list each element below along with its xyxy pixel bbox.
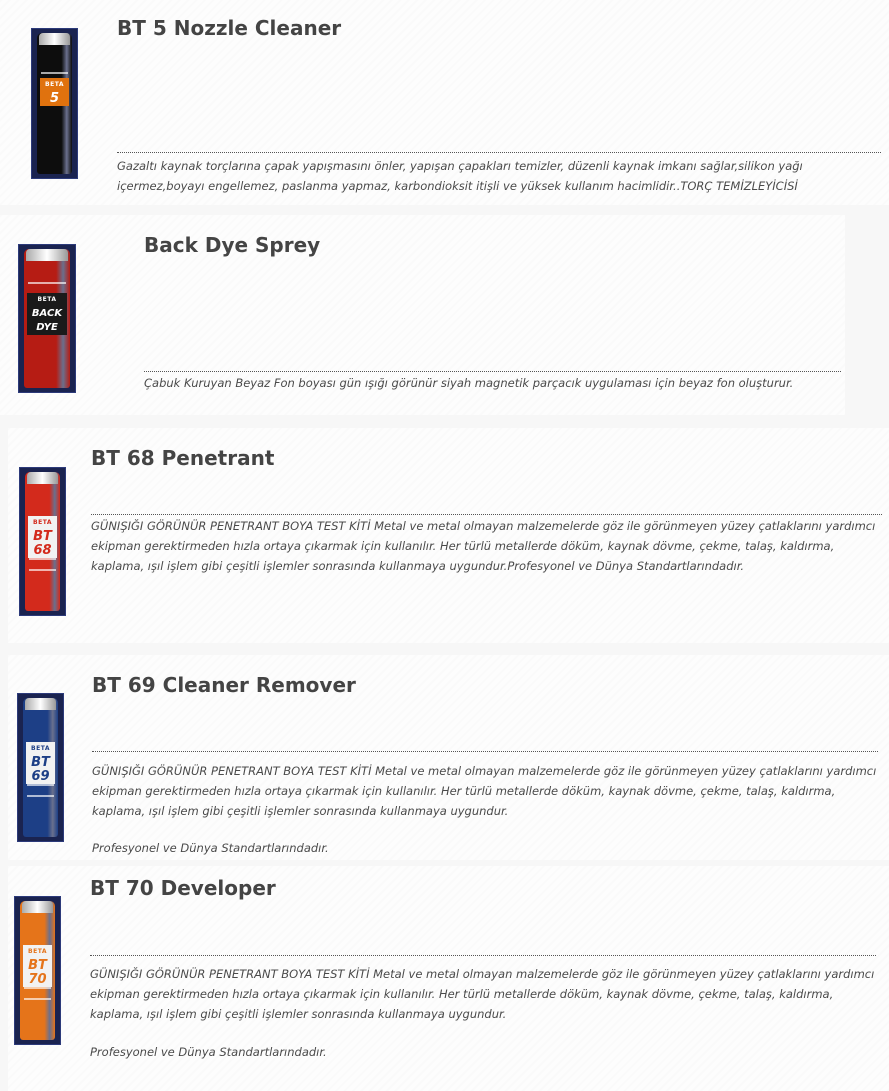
- product-title[interactable]: BT 69 Cleaner Remover: [92, 673, 356, 697]
- can-label: BETA BT 70: [23, 945, 52, 987]
- product-description: Çabuk Kuruyan Beyaz Fon boyası gün ışığı görünür siyah magnetik parçacık uygulaması için beyaz fon oluşturur.: [144, 376, 794, 390]
- product-description: GÜNIŞIĞI GÖRÜNÜR PENETRANT BOYA TEST KİTİ Metal ve metal olmayan malzemelerde göz ile görünmeyen yüzey çatlaklarını yardımcı ekipman gerektirmeden hızla ortaya çıkarmak için kullanılır. Her türlü metallerde döküm, kaynak dövme, çekme, talaş, kaldırma, kaplama, ışıl işlem gibi çeşitli işlemler sonrasında kullanmaya uygundur.: [90, 967, 875, 1021]
- product-note: Profesyonel ve Dünya Standartlarındadır.: [92, 841, 329, 855]
- divider: [91, 514, 882, 515]
- product-title[interactable]: BT 68 Penetrant: [91, 446, 275, 470]
- product-bt69: [0, 655, 889, 860]
- product-image[interactable]: [14, 896, 61, 1045]
- product-bt68: [0, 428, 889, 643]
- product-description: GÜNIŞIĞI GÖRÜNÜR PENETRANT BOYA TEST KİTİ Metal ve metal olmayan malzemelerde göz ile görünmeyen yüzey çatlaklarını yardımcı ekipman gerektirmeden hızla ortaya çıkarmak için kullanılır. Her türlü metallerde döküm, kaynak dövme, çekme, talaş, kaldırma, kaplama, ışıl işlem gibi çeşitli işlemler sonrasında kullanmaya uygundur.Profesyonel ve Dünya Standartlarındadır.: [91, 519, 876, 573]
- product-description: Gazaltı kaynak torçlarına çapak yapışmasını önler, yapışan çapakları temizler, düzenli kaynak imkanı sağlar,silikon yağı içermez,boyayı engellemez, paslanma yapmaz, karbondioksit itişli ve yüksek kullanım hacimlidir..TORÇ TEMİZLEYİCİSİ: [117, 159, 803, 193]
- product-bt5: [0, 0, 889, 205]
- can-label: BETA 5: [40, 78, 69, 106]
- product-note: Profesyonel ve Dünya Standartlarındadır.: [90, 1045, 327, 1059]
- product-bt70: [0, 866, 889, 1091]
- can-label: BETA BACK DYE: [27, 293, 67, 335]
- spray-can-icon: [20, 901, 55, 1040]
- spray-can-icon: [24, 249, 70, 388]
- product-back-dye: [0, 215, 889, 415]
- product-title[interactable]: BT 70 Developer: [90, 876, 276, 900]
- can-label: BETA BT 68: [28, 516, 57, 558]
- divider: [144, 371, 841, 372]
- product-title[interactable]: BT 5 Nozzle Cleaner: [117, 16, 342, 40]
- spray-can-icon: [23, 698, 58, 837]
- spray-can-icon: [25, 472, 60, 611]
- can-label: BETA BT 69: [26, 742, 55, 784]
- product-image[interactable]: [19, 467, 66, 616]
- divider: [92, 751, 878, 752]
- product-description: GÜNIŞIĞI GÖRÜNÜR PENETRANT BOYA TEST KİTİ Metal ve metal olmayan malzemelerde göz ile görünmeyen yüzey çatlaklarını yardımcı ekipman gerektirmeden hızla ortaya çıkarmak için kullanılır. Her türlü metallerde döküm, kaynak dövme, çekme, talaş, kaldırma, kaplama, ışıl işlem gibi çeşitli işlemler sonrasında kullanmaya uygundur.: [92, 764, 877, 818]
- product-image[interactable]: [17, 693, 64, 842]
- product-image[interactable]: [18, 244, 76, 393]
- divider: [117, 152, 881, 153]
- product-image[interactable]: [31, 28, 78, 179]
- spray-can-icon: [37, 33, 72, 174]
- divider: [90, 955, 876, 956]
- product-title[interactable]: Back Dye Sprey: [144, 233, 321, 257]
